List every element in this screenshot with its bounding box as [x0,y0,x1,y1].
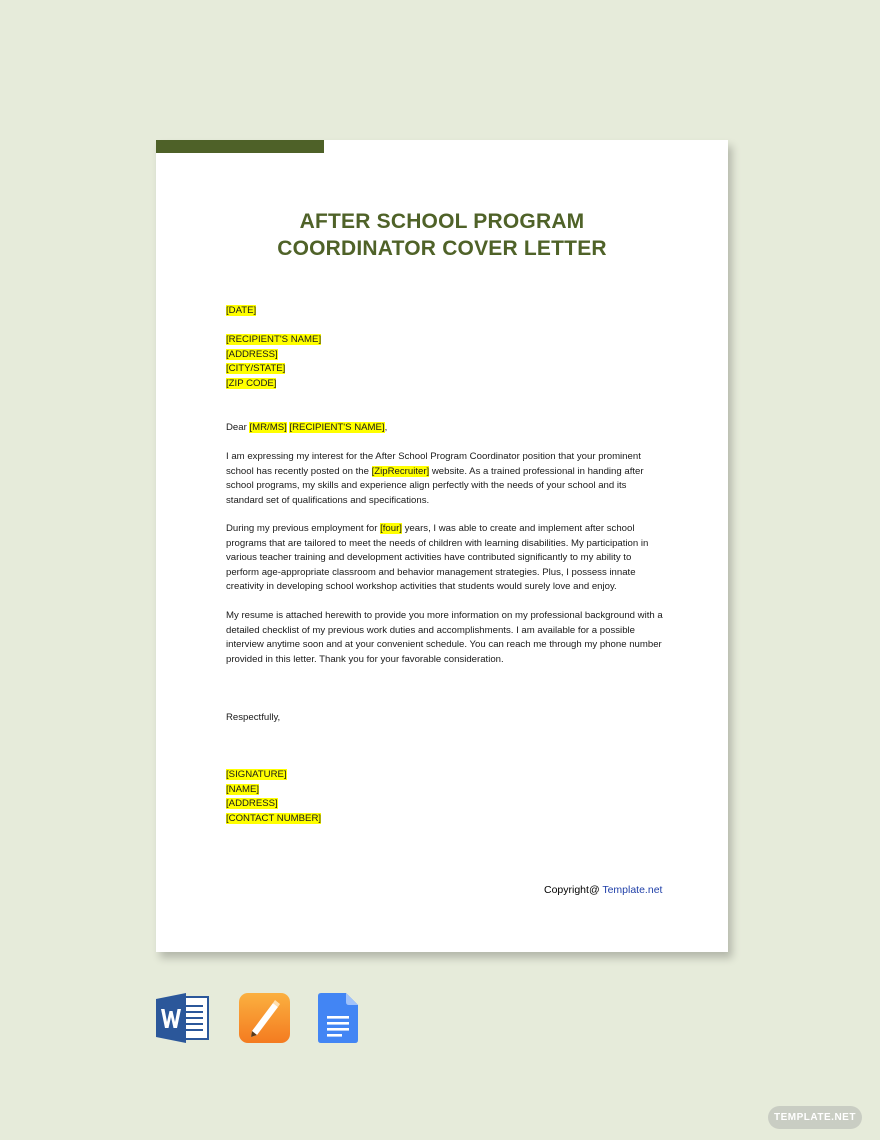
template-net-watermark: TEMPLATE.NET [768,1106,862,1129]
paragraph-2-text-a: During my previous employment for [226,523,381,534]
paragraph-1-text-b: website. As a trained professional in handing after school programs, my skills and experience align perfectly with the needs of your school and its standard set of qualifications and specifications. [226,465,644,506]
recipient-block [226,333,666,391]
accent-bar [156,140,324,153]
signature-placeholder: [SIGNATURE] [226,769,287,780]
title-line-2: COORDINATOR COVER LETTER [277,237,607,260]
recipient-name: [RECIPIENT'S NAME] [226,334,322,345]
paragraph-3: My resume is attached herewith to provide you more information on my professional background with a detailed checklist of my previous work duties and accomplishments. I am available for a possible interview anytime soon and at your convenient schedule. You can reach me through my phone number provided in this letter. Thank you for your favorable consideration. [226,610,663,665]
title-line-1: AFTER SCHOOL PROGRAM [299,210,585,233]
salutation-suffix: , [384,422,388,433]
sender-name: [NAME] [226,783,260,795]
paragraph-1 [226,450,666,508]
recipient-zip: [ZIP CODE] [226,377,277,389]
paragraph-1-text-a: I am expressing my interest for the After School Program Coordinator position that your prominent school has recently posted on the [226,451,641,477]
recipient-city-state: [CITY/STATE] [226,363,286,375]
google-docs-icon[interactable] [318,993,358,1043]
copyright [544,884,662,896]
signature-block [226,768,666,826]
copyright-site: Template.net [602,884,663,896]
paragraph-2 [226,522,666,595]
word-icon[interactable] [156,993,210,1043]
sender-address: [ADDRESS] [226,798,278,810]
salutation [226,421,666,436]
salutation-prefix: Dear [226,422,250,433]
letter-page [156,140,728,952]
letter-title [156,208,728,262]
job-board-placeholder: [ZipRecruiter] [371,465,430,477]
closing: Respectfully, [226,712,281,723]
years-placeholder: [four] [380,523,402,534]
copyright-label: Copyright@ [544,884,603,896]
pages-icon[interactable] [239,993,290,1043]
salutation-title: [MR/MS] [249,422,287,433]
paragraph-2-text-b: years, I was able to create and implement after school programs that are tailored to meet the needs of children with learning disabilities. My participation in various teacher training and development activities have contributed significantly to my ability to perform age-appropriate classroom and behavior management strategies. Plus, I possess innate creativity in developing school workshop activities that students would surely love and enjoy. [226,523,649,593]
recipient-address: [ADDRESS] [226,348,278,360]
date-placeholder: [DATE] [226,305,257,316]
date-block [226,304,666,319]
salutation-name: [RECIPIENT'S NAME] [289,422,385,433]
sender-contact: [CONTACT NUMBER] [226,812,322,824]
